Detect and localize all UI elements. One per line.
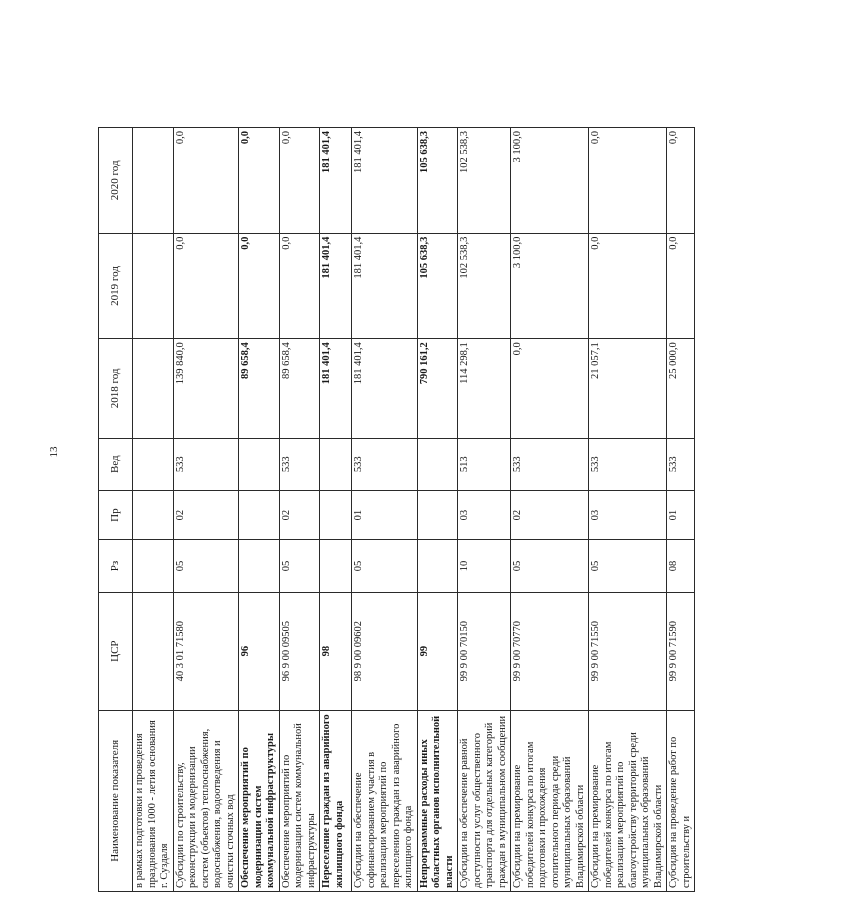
cell-y2020: 0,0 — [239, 128, 280, 234]
cell-y2018: 89 658,4 — [279, 339, 320, 438]
table-row — [173, 128, 239, 892]
table-row — [279, 128, 320, 892]
cell-name: Обеспечение мероприятий по модернизации систем коммунальной инфраструктуры — [279, 710, 320, 891]
cell-ved: 513 — [458, 438, 511, 490]
cell-y2019: 0,0 — [667, 233, 695, 339]
table-row — [133, 128, 174, 892]
cell-y2020: 102 538,3 — [458, 128, 511, 234]
cell-csr: 99 — [417, 592, 458, 710]
cell-csr: 98 9 00 09602 — [352, 592, 418, 710]
cell-rz — [417, 540, 458, 592]
header-csr: ЦСР — [99, 592, 133, 710]
cell-rz — [239, 540, 280, 592]
cell-pr — [417, 490, 458, 540]
table-row — [417, 128, 458, 892]
cell-y2018: 181 401,4 — [352, 339, 418, 438]
cell-y2018: 89 658,4 — [239, 339, 280, 438]
cell-name: Непрограммные расходы иных областных органов исполнительной власти — [417, 710, 458, 891]
cell-y2018: 0,0 — [511, 339, 589, 438]
cell-y2018: 21 057,1 — [589, 339, 667, 438]
cell-ved: 533 — [279, 438, 320, 490]
cell-csr: 99 9 00 70150 — [458, 592, 511, 710]
cell-y2020: 0,0 — [589, 128, 667, 234]
cell-y2019: 0,0 — [239, 233, 280, 339]
cell-rz: 05 — [352, 540, 418, 592]
cell-pr: 01 — [667, 490, 695, 540]
cell-ved — [239, 438, 280, 490]
cell-y2020 — [133, 128, 174, 234]
cell-y2018: 114 298,1 — [458, 339, 511, 438]
cell-ved: 533 — [173, 438, 239, 490]
cell-csr: 99 9 00 71590 — [667, 592, 695, 710]
cell-y2019: 0,0 — [279, 233, 320, 339]
cell-y2019: 105 638,3 — [417, 233, 458, 339]
cell-ved: 533 — [589, 438, 667, 490]
cell-pr — [320, 490, 352, 540]
cell-y2020: 181 401,4 — [320, 128, 352, 234]
header-ved: Вед — [99, 438, 133, 490]
cell-y2019: 181 401,4 — [352, 233, 418, 339]
cell-y2019: 0,0 — [173, 233, 239, 339]
cell-pr: 02 — [173, 490, 239, 540]
cell-name: Переселение граждан из аварийного жилищного фонда — [320, 710, 352, 891]
cell-y2020: 0,0 — [279, 128, 320, 234]
table-row — [458, 128, 511, 892]
cell-y2018 — [133, 339, 174, 438]
cell-y2020: 181 401,4 — [352, 128, 418, 234]
cell-ved: 533 — [667, 438, 695, 490]
cell-y2019 — [133, 233, 174, 339]
table-row — [589, 128, 667, 892]
cell-name: Субсидии на обеспечение софинансированием участия в реализации мероприятий по переселению граждан из аварийного жилищного фонда — [352, 710, 418, 891]
cell-name: Обеспечение мероприятий по модернизации систем коммунальной инфраструктуры — [239, 710, 280, 891]
budget-table — [98, 131, 863, 892]
table-row — [511, 128, 589, 892]
cell-y2020: 0,0 — [173, 128, 239, 234]
cell-y2018: 25 000,0 — [667, 339, 695, 438]
table-header-row — [99, 128, 133, 892]
header-name: Наименование показателя — [99, 710, 133, 891]
cell-y2019: 0,0 — [589, 233, 667, 339]
cell-y2018: 790 161,2 — [417, 339, 458, 438]
cell-rz — [320, 540, 352, 592]
cell-y2018: 139 840,0 — [173, 339, 239, 438]
cell-y2020: 0,0 — [667, 128, 695, 234]
cell-pr — [239, 490, 280, 540]
header-rz: Рз — [99, 540, 133, 592]
cell-pr: 01 — [352, 490, 418, 540]
cell-name: Субсидии на премирование победителей конкурса по итогам подготовки и прохождения отопительного периода среди муниципальных образований Владимирской области — [511, 710, 589, 891]
cell-csr: 40 3 01 71580 — [173, 592, 239, 710]
cell-name: Субсидии на обеспечение равной доступности услуг общественного транспорта для отдельных категорий граждан в муниципальном сообщении — [458, 710, 511, 891]
cell-csr: 98 — [320, 592, 352, 710]
cell-y2020: 3 100,0 — [511, 128, 589, 234]
cell-rz: 05 — [279, 540, 320, 592]
cell-y2019: 3 100,0 — [511, 233, 589, 339]
header-2020: 2020 год — [99, 128, 133, 234]
cell-ved: 533 — [352, 438, 418, 490]
cell-rz — [133, 540, 174, 592]
cell-rz: 10 — [458, 540, 511, 592]
cell-name: Субсидии на премирование победителей конкурса по итогам реализации мероприятий по благоустройству территорий среди муниципальных образований Владимирской области — [589, 710, 667, 891]
cell-ved: 533 — [511, 438, 589, 490]
header-2018: 2018 год — [99, 339, 133, 438]
cell-y2018: 181 401,4 — [320, 339, 352, 438]
cell-rz: 05 — [589, 540, 667, 592]
cell-rz: 05 — [173, 540, 239, 592]
cell-pr: 02 — [511, 490, 589, 540]
cell-csr: 96 9 00 09505 — [279, 592, 320, 710]
table-row — [239, 128, 280, 892]
cell-y2019: 102 538,3 — [458, 233, 511, 339]
cell-name: Субсидия на проведение работ по строительству и — [667, 710, 695, 891]
cell-ved — [133, 438, 174, 490]
table-row — [667, 128, 695, 892]
cell-name: Субсидии по строительству, реконструкции и модернизации систем (объектов) теплоснабжения, водоснабжения, водоотведения и очистки сточных вод — [173, 710, 239, 891]
header-pr: Пр — [99, 490, 133, 540]
header-2019: 2019 год — [99, 233, 133, 339]
cell-csr: 99 9 00 70770 — [511, 592, 589, 710]
cell-pr: 02 — [279, 490, 320, 540]
table-row — [352, 128, 418, 892]
cell-y2020: 105 638,3 — [417, 128, 458, 234]
cell-pr — [133, 490, 174, 540]
cell-csr: 96 — [239, 592, 280, 710]
cell-csr — [133, 592, 174, 710]
cell-ved — [417, 438, 458, 490]
cell-pr: 03 — [589, 490, 667, 540]
cell-y2019: 181 401,4 — [320, 233, 352, 339]
cell-name: в рамках подготовки и проведения празднования 1000 - летия основания г. Суздаля — [133, 710, 174, 891]
table-row — [320, 128, 352, 892]
cell-pr: 03 — [458, 490, 511, 540]
page-number: 13 — [48, 446, 60, 458]
cell-csr: 99 9 00 71550 — [589, 592, 667, 710]
cell-ved — [320, 438, 352, 490]
cell-rz: 05 — [511, 540, 589, 592]
cell-rz: 08 — [667, 540, 695, 592]
